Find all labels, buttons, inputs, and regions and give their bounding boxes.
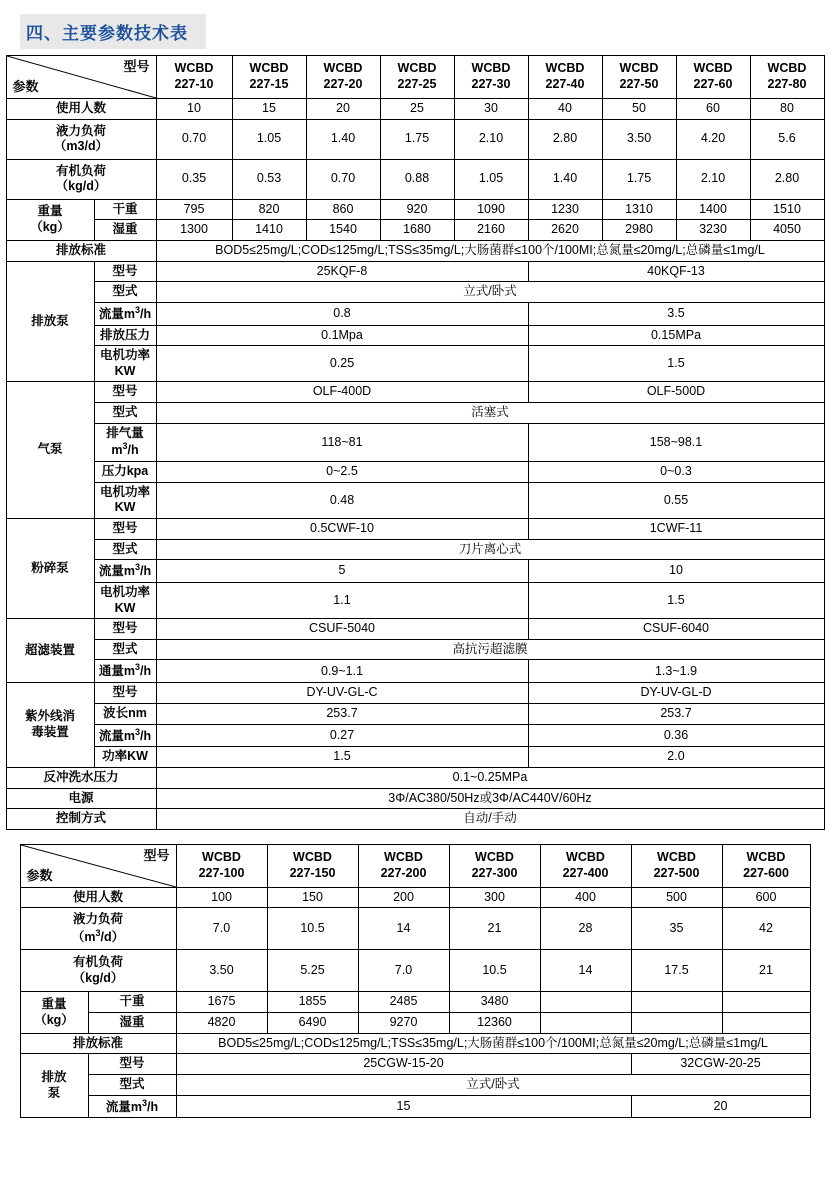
weight-wet-label: 湿重	[94, 220, 156, 241]
table-row	[6, 809, 824, 830]
table-row	[6, 423, 824, 461]
cell: 100	[176, 887, 267, 908]
corner-top-right-label: 型号	[123, 59, 150, 74]
cell: 1CWF-11	[528, 518, 824, 539]
cell: 820	[232, 199, 306, 220]
model-header: WCBD 227-15	[232, 56, 306, 99]
row-label: 有机负荷 （kg/d）	[6, 159, 156, 199]
cell: 1.3~1.9	[528, 660, 824, 683]
sub-label: 波长nm	[94, 703, 156, 724]
cell: 0.53	[232, 159, 306, 199]
cell: OLF-500D	[528, 382, 824, 403]
model-header: WCBD 227-50	[602, 56, 676, 99]
cell: 1.75	[602, 159, 676, 199]
cell: 4.20	[676, 119, 750, 159]
cell: 795	[156, 199, 232, 220]
cell: 1310	[602, 199, 676, 220]
cell: 1.40	[528, 159, 602, 199]
model-header: WCBD 227-40	[528, 56, 602, 99]
sub-label: 型号	[94, 518, 156, 539]
corner-header-cell	[6, 56, 156, 99]
table-gap	[0, 830, 830, 844]
cell-empty	[722, 1013, 810, 1034]
sub-label: 流量$m^3/h$	[94, 724, 156, 747]
row-label: 控制方式	[6, 809, 156, 830]
cell: 自动/手动	[156, 809, 824, 830]
model-header: WCBD 227-150	[267, 844, 358, 887]
cell: 0.5CWF-10	[156, 518, 528, 539]
table-row	[20, 1095, 810, 1118]
table-row	[6, 282, 824, 303]
model-header: WCBD 227-400	[540, 844, 631, 887]
sub-label: 流量$m^3/h$	[88, 1095, 176, 1118]
cell: 0.1~0.25MPa	[156, 767, 824, 788]
cell: 10	[156, 99, 232, 120]
cell: 253.7	[528, 703, 824, 724]
cell: 10.5	[449, 950, 540, 992]
cell: DY-UV-GL-C	[156, 683, 528, 704]
table-row	[6, 346, 824, 382]
table-row	[6, 302, 824, 325]
table-row	[6, 767, 824, 788]
cell: 1410	[232, 220, 306, 241]
cell: 高抗污超滤膜	[156, 639, 824, 660]
row-label: 液力负荷 $(m^3/d)$	[20, 908, 176, 950]
cell: 0.55	[528, 482, 824, 518]
cell: 2.80	[528, 119, 602, 159]
sub-label: 型号	[94, 382, 156, 403]
cell: 0.27	[156, 724, 528, 747]
cell: 0.15MPa	[528, 325, 824, 346]
cell: 80	[750, 99, 824, 120]
cell: 1090	[454, 199, 528, 220]
cell-empty	[631, 1013, 722, 1034]
table-row	[6, 482, 824, 518]
table-row	[6, 199, 824, 220]
cell: 25KQF-8	[156, 261, 528, 282]
cell: 50	[602, 99, 676, 120]
cell: 400	[540, 887, 631, 908]
weight-label: 重量 （kg）	[6, 199, 94, 240]
row-label: 反冲洗水压力	[6, 767, 156, 788]
cell: 500	[631, 887, 722, 908]
cell: 60	[676, 99, 750, 120]
cell: 刀片离心式	[156, 539, 824, 560]
cell: 4050	[750, 220, 824, 241]
table-row	[20, 908, 810, 950]
model-header: WCBD 227-60	[676, 56, 750, 99]
cell: 2.80	[750, 159, 824, 199]
cell: 4820	[176, 1013, 267, 1034]
table-row-header	[20, 844, 810, 887]
table-row	[6, 619, 824, 640]
model-header: WCBD 227-10	[156, 56, 232, 99]
cell: 1.75	[380, 119, 454, 159]
sub-label: 电机功率KW	[94, 582, 156, 618]
cell: 5.6	[750, 119, 824, 159]
discharge-standard-value: BOD5≤25mg/L;COD≤125mg/L;TSS≤35mg/L;大肠菌群≤100个/100MI;总氮量≤20mg/L;总磷量≤1mg/L	[176, 1033, 810, 1054]
cell: 立式/卧式	[176, 1074, 810, 1095]
cell: 1.40	[306, 119, 380, 159]
cell: 0.36	[528, 724, 824, 747]
sub-label: 排放压力	[94, 325, 156, 346]
sub-label: 电机功率KW	[94, 346, 156, 382]
table-row	[6, 539, 824, 560]
cell: 1230	[528, 199, 602, 220]
group-label-grinder-pump: 粉碎泵	[6, 518, 94, 618]
table-row	[6, 683, 824, 704]
corner-top-right-label: 型号	[143, 847, 170, 863]
cell: 1510	[750, 199, 824, 220]
table-row	[20, 950, 810, 992]
model-header: WCBD 227-600	[722, 844, 810, 887]
model-header: WCBD 227-200	[358, 844, 449, 887]
table-row	[6, 660, 824, 683]
cell: 300	[449, 887, 540, 908]
cell: 40KQF-13	[528, 261, 824, 282]
table-row	[6, 724, 824, 747]
cell: 17.5	[631, 950, 722, 992]
cell: 立式/卧式	[156, 282, 824, 303]
cell: 1855	[267, 992, 358, 1013]
corner-header-cell	[20, 844, 176, 887]
cell: 30	[454, 99, 528, 120]
sub-label: 型式	[94, 639, 156, 660]
row-label: 电源	[6, 788, 156, 809]
table-row	[6, 560, 824, 583]
table-row	[20, 887, 810, 908]
cell: 20	[306, 99, 380, 120]
cell: 3230	[676, 220, 750, 241]
table-row	[20, 1033, 810, 1054]
spec-table-2	[20, 844, 811, 1119]
cell: 0.8	[156, 302, 528, 325]
section-heading-wrap	[0, 0, 830, 55]
table-row	[6, 703, 824, 724]
cell: 35	[631, 908, 722, 950]
sub-label: 型式	[94, 539, 156, 560]
cell: 1300	[156, 220, 232, 241]
cell: 1.1	[156, 582, 528, 618]
cell: 0.70	[156, 119, 232, 159]
cell: 2620	[528, 220, 602, 241]
model-header: WCBD 227-20	[306, 56, 380, 99]
sub-label: 型式	[94, 403, 156, 424]
cell: 0.48	[156, 482, 528, 518]
model-header: WCBD 227-500	[631, 844, 722, 887]
group-label-discharge-pump: 排放泵	[6, 261, 94, 382]
table-row	[6, 382, 824, 403]
cell: 5.25	[267, 950, 358, 992]
model-header: WCBD 227-30	[454, 56, 528, 99]
discharge-standard-label: 排放标准	[20, 1033, 176, 1054]
cell: 15	[176, 1095, 631, 1118]
cell: 21	[449, 908, 540, 950]
spec-table-1	[6, 55, 825, 830]
cell: 2980	[602, 220, 676, 241]
cell: 7.0	[176, 908, 267, 950]
cell: 15	[232, 99, 306, 120]
cell: 12360	[449, 1013, 540, 1034]
model-header: WCBD 227-100	[176, 844, 267, 887]
cell: 0~2.5	[156, 462, 528, 483]
table-row	[6, 747, 824, 768]
cell: 1.5	[528, 346, 824, 382]
cell: 42	[722, 908, 810, 950]
cell: 32CGW-20-25	[631, 1054, 810, 1075]
corner-bottom-left-label: 参数	[26, 867, 53, 883]
table-row	[6, 240, 824, 261]
cell: 3.5	[528, 302, 824, 325]
table-row	[6, 462, 824, 483]
cell: 860	[306, 199, 380, 220]
model-header: WCBD 227-25	[380, 56, 454, 99]
sub-label: 型号	[94, 683, 156, 704]
cell: 118~81	[156, 423, 528, 461]
cell: OLF-400D	[156, 382, 528, 403]
cell: 0.88	[380, 159, 454, 199]
cell: 21	[722, 950, 810, 992]
group-label-air-pump: 气泵	[6, 382, 94, 519]
sub-label: 流量$m^3/h$	[94, 302, 156, 325]
cell: 1400	[676, 199, 750, 220]
cell: 200	[358, 887, 449, 908]
table-row	[6, 325, 824, 346]
discharge-standard-label: 排放标准	[6, 240, 156, 261]
cell: 0.25	[156, 346, 528, 382]
weight-dry-label: 干重	[94, 199, 156, 220]
weight-wet-label: 湿重	[88, 1013, 176, 1034]
corner-bottom-left-label: 参数	[12, 78, 39, 94]
table-row	[6, 220, 824, 241]
table-row	[20, 1054, 810, 1075]
cell: 3.50	[602, 119, 676, 159]
cell-empty	[540, 992, 631, 1013]
table-row	[6, 119, 824, 159]
cell: 20	[631, 1095, 810, 1118]
cell-empty	[631, 992, 722, 1013]
cell: 25CGW-15-20	[176, 1054, 631, 1075]
page-title: 四、主要参数技术表	[20, 14, 206, 49]
table-row	[20, 992, 810, 1013]
cell: 10.5	[267, 908, 358, 950]
cell: 920	[380, 199, 454, 220]
sub-label: 型式	[94, 282, 156, 303]
cell: 2.10	[454, 119, 528, 159]
cell: 14	[358, 908, 449, 950]
cell: 25	[380, 99, 454, 120]
cell: 6490	[267, 1013, 358, 1034]
cell-empty	[540, 1013, 631, 1034]
table-row	[6, 403, 824, 424]
cell: 3Φ/AC380/50Hz或3Φ/AC440V/60Hz	[156, 788, 824, 809]
table-row	[6, 99, 824, 120]
cell: 0~0.3	[528, 462, 824, 483]
cell: 9270	[358, 1013, 449, 1034]
sub-label: 型号	[94, 261, 156, 282]
group-label-ultrafiltration: 超滤装置	[6, 619, 94, 683]
row-label: 液力负荷 （m3/d）	[6, 119, 156, 159]
sub-label: 功率KW	[94, 747, 156, 768]
cell: 1675	[176, 992, 267, 1013]
cell: 1.05	[454, 159, 528, 199]
sub-label: 通量$m^3/h$	[94, 660, 156, 683]
cell: 3.50	[176, 950, 267, 992]
row-label: 使用人数	[20, 887, 176, 908]
cell: 5	[156, 560, 528, 583]
row-label: 使用人数	[6, 99, 156, 120]
cell: CSUF-5040	[156, 619, 528, 640]
cell: 2.0	[528, 747, 824, 768]
table-row	[6, 261, 824, 282]
sub-label: 型号	[94, 619, 156, 640]
table-row	[20, 1013, 810, 1034]
cell: 0.70	[306, 159, 380, 199]
cell: 158~98.1	[528, 423, 824, 461]
cell: 0.35	[156, 159, 232, 199]
cell: 1680	[380, 220, 454, 241]
table-row	[6, 582, 824, 618]
table-row	[6, 159, 824, 199]
model-header: WCBD 227-80	[750, 56, 824, 99]
table-row	[6, 788, 824, 809]
row-label: 有机负荷 （kg/d）	[20, 950, 176, 992]
cell: 3480	[449, 992, 540, 1013]
cell: 1.5	[156, 747, 528, 768]
model-header: WCBD 227-300	[449, 844, 540, 887]
group-label-discharge-pump: 排放 泵	[20, 1054, 88, 1118]
cell: 150	[267, 887, 358, 908]
cell: 1540	[306, 220, 380, 241]
sub-label: 电机功率KW	[94, 482, 156, 518]
cell: 2160	[454, 220, 528, 241]
table-row-header	[6, 56, 824, 99]
cell: 10	[528, 560, 824, 583]
sub-label: 型号	[88, 1054, 176, 1075]
table-row	[6, 639, 824, 660]
sub-label: 流量$m^3/h$	[94, 560, 156, 583]
cell: 1.5	[528, 582, 824, 618]
sub-label: 压力kpa	[94, 462, 156, 483]
cell: 28	[540, 908, 631, 950]
table-row	[20, 1074, 810, 1095]
sub-label: 排气量$m^3/h$	[94, 423, 156, 461]
cell: 253.7	[156, 703, 528, 724]
weight-label: 重量 （kg）	[20, 992, 88, 1033]
weight-dry-label: 干重	[88, 992, 176, 1013]
cell: 0.9~1.1	[156, 660, 528, 683]
cell: 活塞式	[156, 403, 824, 424]
discharge-standard-value: BOD5≤25mg/L;COD≤125mg/L;TSS≤35mg/L;大肠菌群≤100个/100MI;总氮量≤20mg/L;总磷量≤1mg/L	[156, 240, 824, 261]
group-label-uv-disinfection: 紫外线消 毒装置	[6, 683, 94, 768]
cell: 14	[540, 950, 631, 992]
cell: DY-UV-GL-D	[528, 683, 824, 704]
cell: 0.1Mpa	[156, 325, 528, 346]
table-row	[6, 518, 824, 539]
sub-label: 型式	[88, 1074, 176, 1095]
cell: 2.10	[676, 159, 750, 199]
cell-empty	[722, 992, 810, 1013]
cell: 1.05	[232, 119, 306, 159]
cell: 600	[722, 887, 810, 908]
cell: CSUF-6040	[528, 619, 824, 640]
cell: 2485	[358, 992, 449, 1013]
cell: 7.0	[358, 950, 449, 992]
cell: 40	[528, 99, 602, 120]
